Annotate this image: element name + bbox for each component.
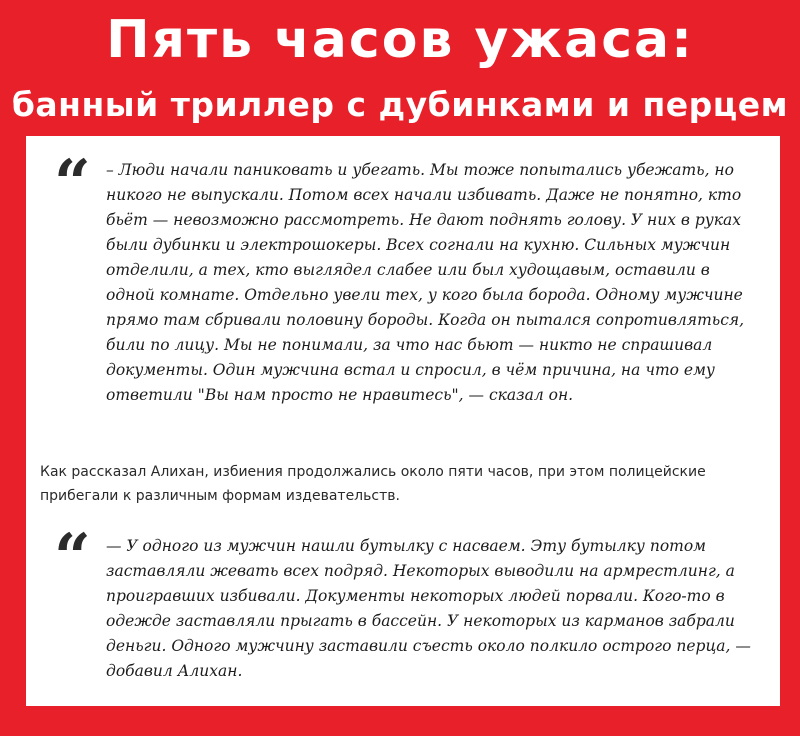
quote-mark-icon: “ <box>54 520 91 595</box>
quote-mark-icon: “ <box>54 146 91 221</box>
headline-subtitle: банный триллер с дубинками и перцем <box>11 85 789 124</box>
quote-block-second: — У одного из мужчин нашли бутылку с насваем. Эту бутылку потом заставляли жевать всех подряд. Некоторых выводили на армрестлинг, а проигравших избивали. Документы некоторых людей порвали. Кого-то в одежде заставляли прыгать в бассейн. У некоторых из карманов забрали деньги. Одного мужчину заставили съесть около полкило острого перца, — добавил Алихан. <box>106 537 751 680</box>
narrative-paragraph: Как рассказал Алихан, избиения продолжались около пяти часов, при этом полицейские прибегали к различным формам издевательств. <box>40 464 706 504</box>
article-card <box>26 136 780 706</box>
quote-block-first: – Люди начали паниковать и убегать. Мы тоже попытались убежать, но никого не выпускали. Потом всех начали избивать. Даже не понятно, кто бьёт — невозможно рассмотреть. Не дают поднять голову. У них в руках были дубинки и электрошокеры. Всех согнали на кухню. Сильных мужчин отделили, а тех, кто выглядел слабее или был худощавым, оставили в одной комнате. Отдельно увели тех, у кого была борода. Одному мужчине прямо там сбривали половину бороды. Когда он пытался сопротивляться, били по лицу. Мы не понимали, за что нас бьют — никто не спрашивал документы. Один мужчина встал и спросил, в чём причина, на что ему ответили "Вы нам просто не нравитесь", — сказал он. <box>106 161 745 404</box>
headline-title: Пять часов ужаса: <box>106 10 694 70</box>
